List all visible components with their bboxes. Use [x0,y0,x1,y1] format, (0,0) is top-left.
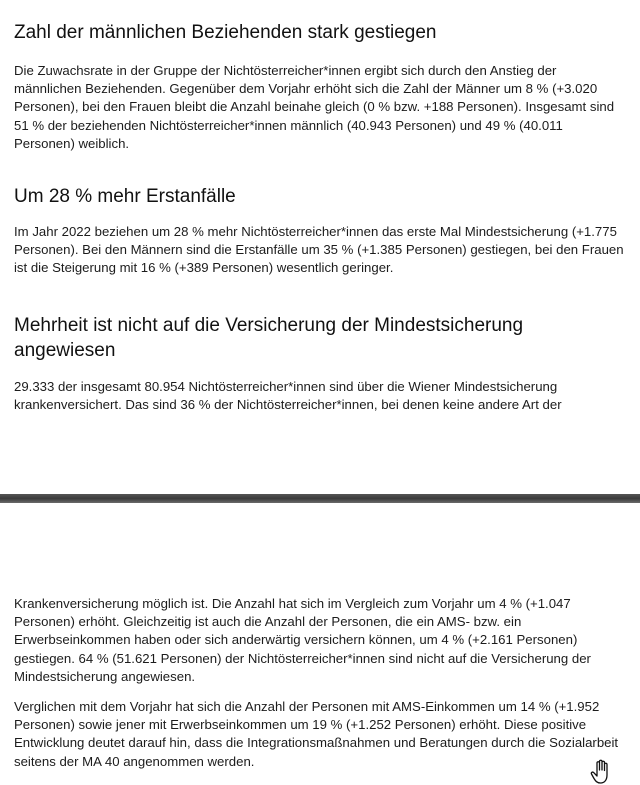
section-paragraph-first-cases: Im Jahr 2022 beziehen um 28 % mehr Nichtösterreicher*innen das erste Mal Mindestsicherung (+1.775 Personen). Bei den Männern sind die Erstanfälle um 35 % (+1.385 Personen) gestiegen, bei den Frauen ist die Steigerung mit 16 % (+389 Personen) wesentlich geringer. [14,224,624,276]
page-break-divider [0,494,640,503]
section-heading-insurance: Mehrheit ist nicht auf die Versicherung der Mindestsicherung angewiesen [14,315,524,361]
document-page-bottom [0,503,640,785]
hand-cursor-icon [589,758,615,785]
paragraph-income-development: Verglichen mit dem Vorjahr hat sich die Anzahl der Personen mit AMS-Einkommen um 14 % (+1.952 Personen) sowie jener mit Erwerbseinkommen um 19 % (+1.252 Personen) erhöht. Diese positive Entwicklung deutet darauf hin, dass die Integrationsmaßnahmen und Beratungen durch die Sozialarbeit seitens der MA 40 angenommen werden. [14,699,619,769]
section-heading-first-cases: Um 28 % mehr Erstanfälle [14,186,236,207]
section-heading-male-recipients: Zahl der männlichen Beziehenden stark gestiegen [14,22,437,43]
section-paragraph-insurance: 29.333 der insgesamt 80.954 Nichtösterreicher*innen sind über die Wiener Mindestsicherung krankenversichert. Das sind 36 % der Nichtösterreicher*innen, bei denen keine andere Art der [14,379,562,413]
section-paragraph-male-recipients: Die Zuwachsrate in der Gruppe der Nichtösterreicher*innen ergibt sich durch den Anstieg der männlichen Beziehenden. Gegenüber dem Vorjahr erhöht sich die Zahl der Männer um 8 % (+3.020 Personen), bei den Frauen bleibt die Anzahl beinahe gleich (0 % bzw. +188 Personen). Insgesamt sind 51 % der beziehenden Nichtösterreicher*innen männlich (40.943 Personen) und 49 % (40.011 Personen) weiblich. [14,63,615,151]
continued-paragraph-insurance: Krankenversicherung möglich ist. Die Anzahl hat sich im Vergleich zum Vorjahr um 4 % (+1.047 Personen) erhöht. Gleichzeitig ist auch die Anzahl der Personen, die ein AMS- bzw. ein Erwerbseinkommen haben oder sich anderwärtig versichern können, um 4 % (+2.161 Personen) gestiegen. 64 % (51.621 Personen) der Nichtösterreicher*innen sind nicht auf die Versicherung der Mindestsicherung angewiesen. [14,596,591,684]
